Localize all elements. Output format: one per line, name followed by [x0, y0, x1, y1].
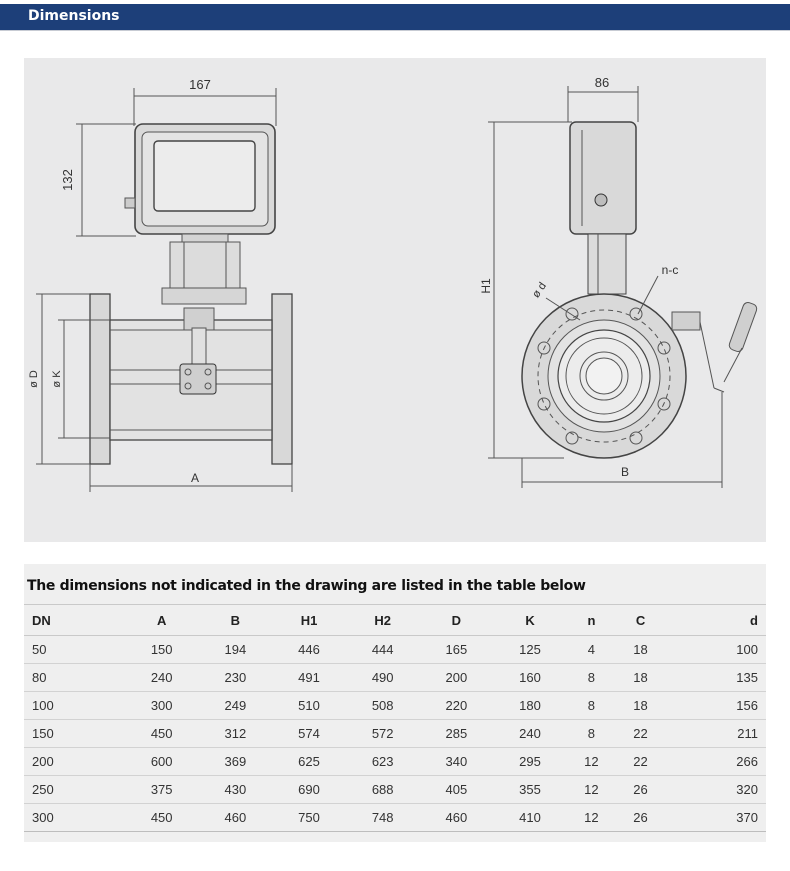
table-cell: 355: [493, 776, 567, 804]
dim-K-label: ø K: [51, 370, 63, 388]
col-header: H2: [346, 605, 420, 636]
table-cell: 22: [616, 748, 665, 776]
dimensions-table-section: [24, 564, 766, 842]
header-divider: [0, 30, 790, 31]
table-caption: The dimensions not indicated in the drawing are listed in the table below: [27, 578, 586, 594]
dim-nc-label: n-c: [661, 263, 679, 277]
col-header: B: [199, 605, 273, 636]
table-cell: 240: [493, 720, 567, 748]
table-row: [24, 720, 766, 748]
table-cell: 312: [199, 720, 273, 748]
table-row: [24, 692, 766, 720]
table-cell: 26: [616, 804, 665, 832]
table-cell: 211: [665, 720, 766, 748]
table-cell: 100: [24, 692, 125, 720]
table-body: [24, 636, 766, 832]
table-cell: 748: [346, 804, 420, 832]
table-cell: 460: [199, 804, 273, 832]
table-cell: 135: [665, 664, 766, 692]
table-cell: 80: [24, 664, 125, 692]
table-cell: 623: [346, 748, 420, 776]
table-cell: 370: [665, 804, 766, 832]
table-cell: 375: [125, 776, 199, 804]
col-header: DN: [24, 605, 125, 636]
table-cell: 18: [616, 664, 665, 692]
table-cell: 194: [199, 636, 273, 664]
table-cell: 200: [420, 664, 494, 692]
table-cell: 180: [493, 692, 567, 720]
table-cell: 574: [272, 720, 346, 748]
col-header: d: [665, 605, 766, 636]
table-cell: 266: [665, 748, 766, 776]
table-header-row: [24, 605, 766, 636]
dimensions-table: [24, 604, 766, 832]
table-cell: 250: [24, 776, 125, 804]
section-title: Dimensions: [28, 8, 120, 24]
table-cell: 8: [567, 692, 616, 720]
table-cell: 625: [272, 748, 346, 776]
table-cell: 4: [567, 636, 616, 664]
dim-height-label: 132: [60, 169, 75, 191]
table-cell: 12: [567, 748, 616, 776]
table-row: [24, 804, 766, 832]
table-cell: 22: [616, 720, 665, 748]
table-cell: 491: [272, 664, 346, 692]
table-row: [24, 664, 766, 692]
technical-drawing: [24, 58, 766, 542]
dim-d-label: ø d: [530, 280, 550, 301]
dim-B-label: B: [620, 465, 630, 479]
table-cell: 446: [272, 636, 346, 664]
table-cell: 8: [567, 720, 616, 748]
table-cell: 572: [346, 720, 420, 748]
dim-width-label: 167: [189, 77, 211, 92]
table-cell: 369: [199, 748, 273, 776]
table-cell: 600: [125, 748, 199, 776]
table-cell: 688: [346, 776, 420, 804]
dim-A-label: A: [190, 471, 200, 485]
table-cell: 8: [567, 664, 616, 692]
table-row: [24, 748, 766, 776]
table-cell: 510: [272, 692, 346, 720]
table-cell: 18: [616, 636, 665, 664]
table-cell: 508: [346, 692, 420, 720]
table-cell: 160: [493, 664, 567, 692]
table-cell: 450: [125, 804, 199, 832]
table-cell: 300: [24, 804, 125, 832]
col-header: n: [567, 605, 616, 636]
dim-D-label: ø D: [28, 370, 40, 388]
table-cell: 125: [493, 636, 567, 664]
table-cell: 100: [665, 636, 766, 664]
table-cell: 750: [272, 804, 346, 832]
table-cell: 156: [665, 692, 766, 720]
table-cell: 12: [567, 776, 616, 804]
table-cell: 165: [420, 636, 494, 664]
table-cell: 18: [616, 692, 665, 720]
drawing-svg: [24, 58, 766, 542]
table-cell: 12: [567, 804, 616, 832]
table-row: [24, 776, 766, 804]
table-cell: 249: [199, 692, 273, 720]
col-header: H1: [272, 605, 346, 636]
table-cell: 230: [199, 664, 273, 692]
table-cell: 150: [125, 636, 199, 664]
table-cell: 444: [346, 636, 420, 664]
col-header: A: [125, 605, 199, 636]
table-cell: 50: [24, 636, 125, 664]
dim-H1-label: H1: [479, 278, 493, 294]
table-cell: 285: [420, 720, 494, 748]
table-cell: 320: [665, 776, 766, 804]
table-row: [24, 636, 766, 664]
table-cell: 410: [493, 804, 567, 832]
table-cell: 150: [24, 720, 125, 748]
table-cell: 690: [272, 776, 346, 804]
col-header: K: [493, 605, 567, 636]
table-cell: 220: [420, 692, 494, 720]
table-cell: 295: [493, 748, 567, 776]
table-cell: 490: [346, 664, 420, 692]
table-cell: 450: [125, 720, 199, 748]
col-header: D: [420, 605, 494, 636]
table-cell: 200: [24, 748, 125, 776]
col-header: C: [616, 605, 665, 636]
table-cell: 340: [420, 748, 494, 776]
table-cell: 26: [616, 776, 665, 804]
table-cell: 460: [420, 804, 494, 832]
table-cell: 240: [125, 664, 199, 692]
dim-side-width-label: 86: [594, 75, 610, 90]
table-cell: 300: [125, 692, 199, 720]
table-cell: 430: [199, 776, 273, 804]
section-header: [0, 4, 790, 30]
table-cell: 405: [420, 776, 494, 804]
